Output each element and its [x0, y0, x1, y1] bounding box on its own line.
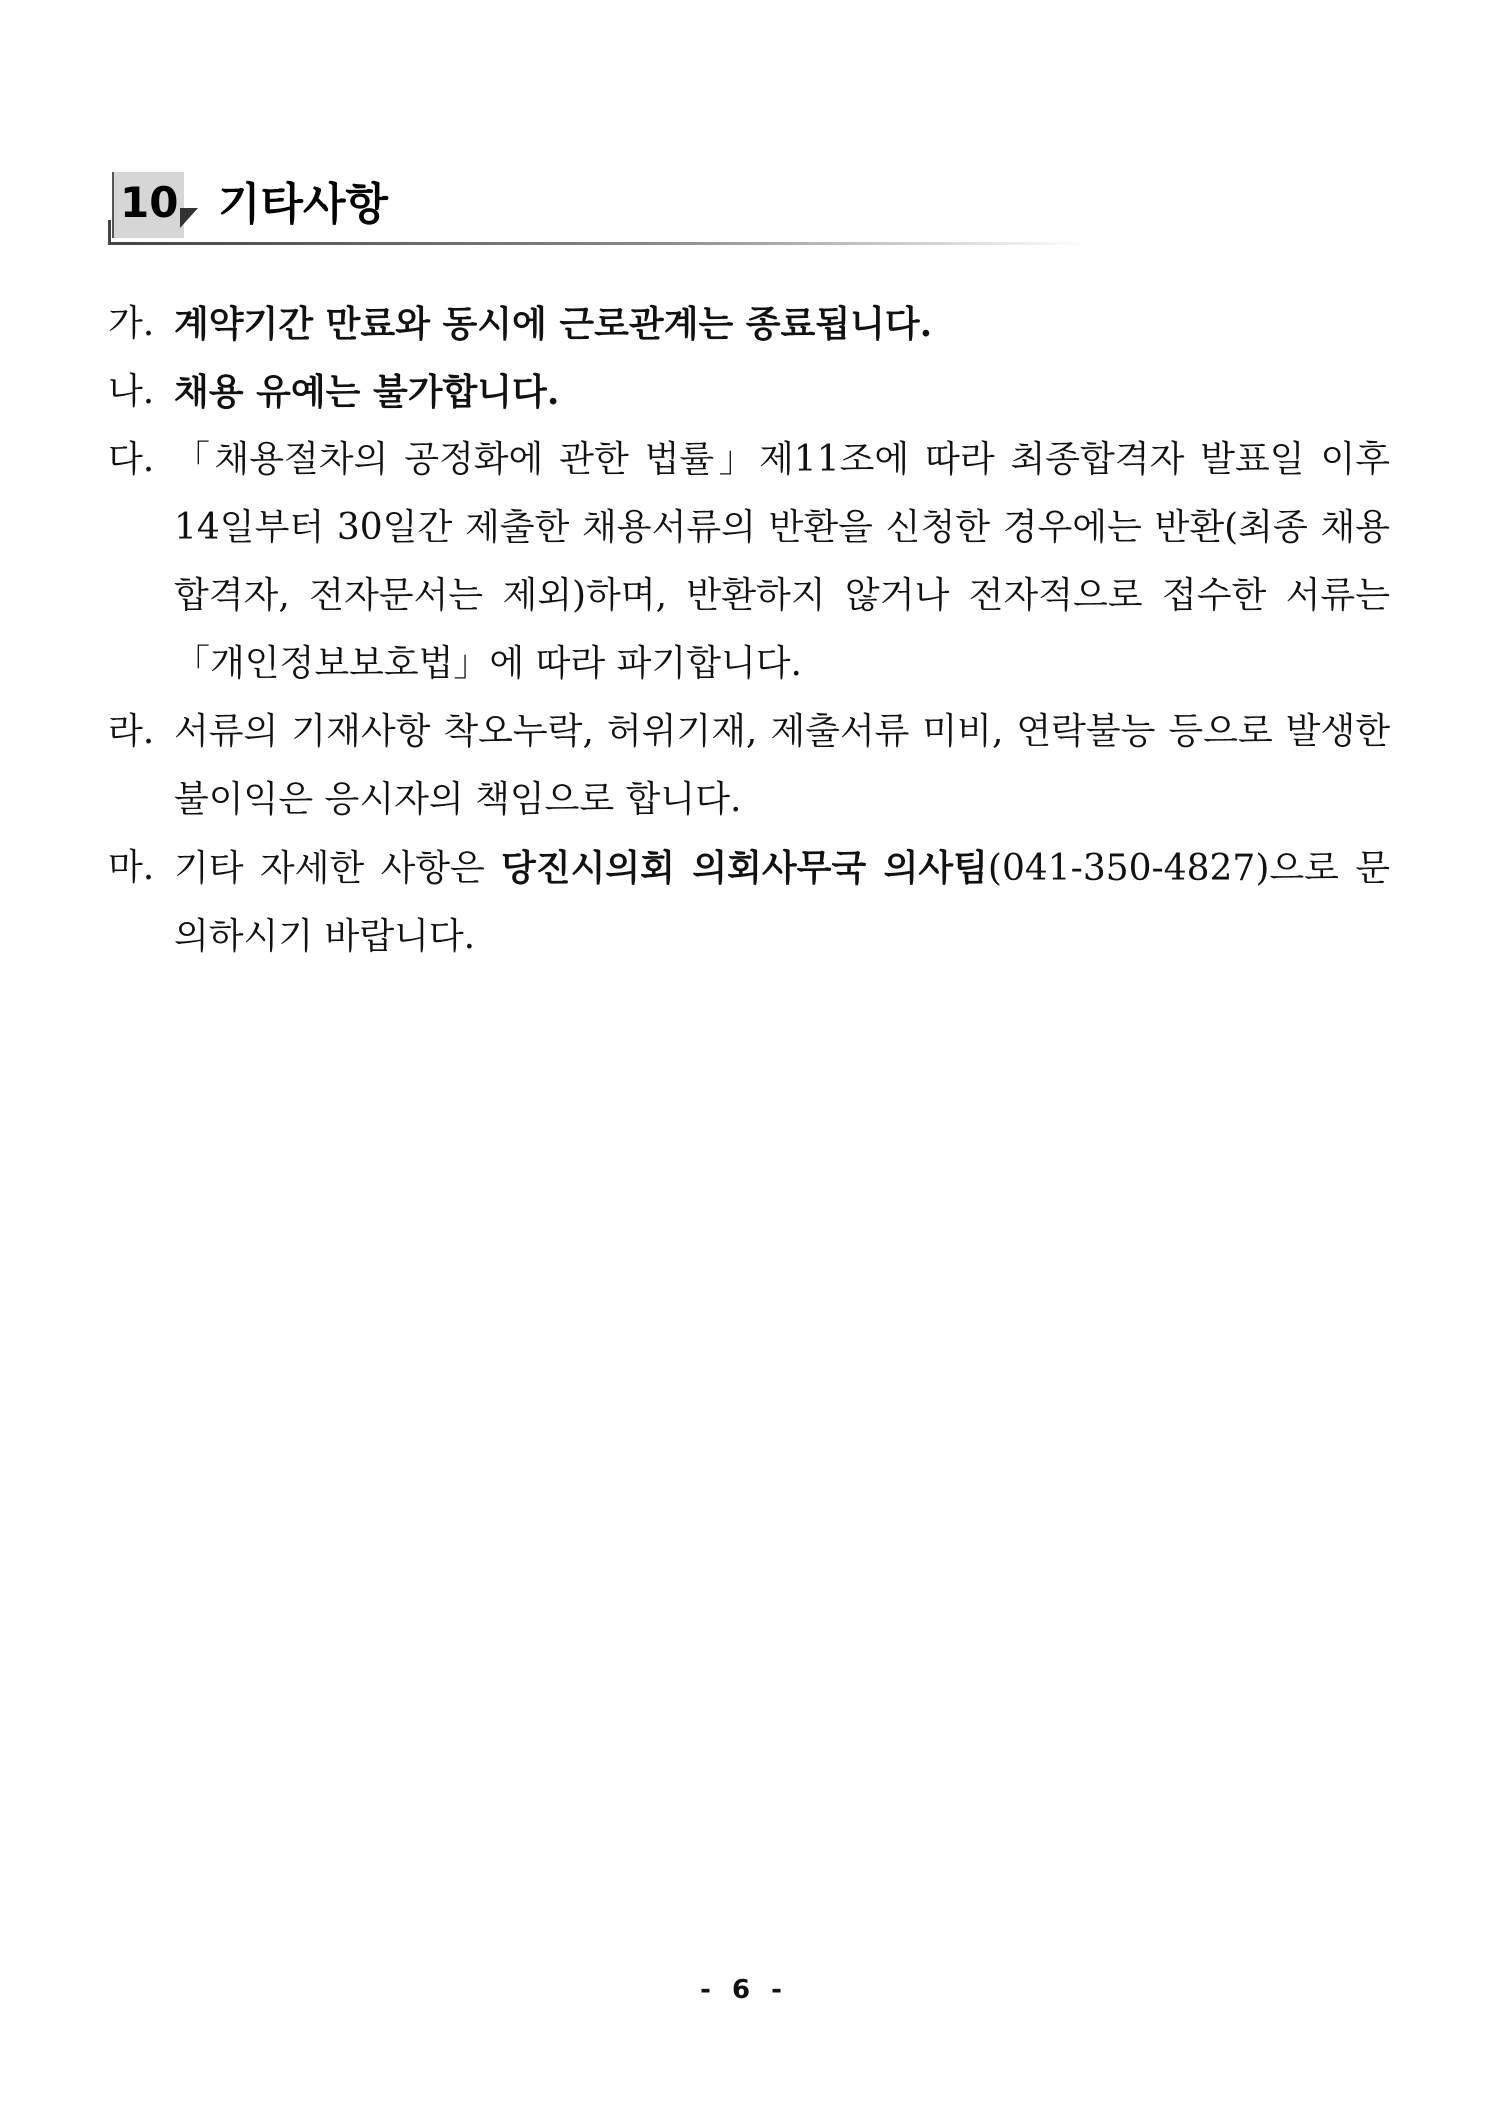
item-text: 계약기간 만료와 동시에 근로관계는 종료됩니다. [174, 303, 933, 345]
item-marker: 라. [108, 711, 155, 752]
list-item-ga [108, 290, 1390, 358]
item-text-before: 기타 자세한 사항은 [174, 848, 502, 889]
page-number: - 6 - [700, 1975, 788, 2005]
section-title: 기타사항 [218, 179, 389, 230]
item-text: 채용 유예는 불가합니다. [174, 371, 560, 413]
section-number: 10 [120, 178, 179, 227]
list-item-da [108, 426, 1390, 698]
item-list [108, 290, 1390, 971]
section-header [108, 170, 1088, 250]
list-item-na [108, 358, 1390, 426]
section-arrow-icon [180, 208, 198, 228]
item-marker: 마. [108, 847, 155, 888]
item-marker: 나. [108, 371, 155, 412]
item-text: 「채용절차의 공정화에 관한 법률」제11조에 따라 최종합격자 발표일 이후 14일부터 30일간 제출한 채용서류의 반환을 신청한 경우에는 반환(최종 채용 합격자, 전자문서는 제외)하며, 반환하지 않거나 전자적으로 접수한 서류는 「개인정보보호법」에 따라 파기합니다. [174, 439, 1390, 684]
section-rule [108, 242, 1088, 245]
item-text-after: (041-350-4827)으로 문의하시기 바랍니다. [174, 848, 1390, 957]
list-item-ma [108, 834, 1390, 971]
list-item-ra [108, 698, 1390, 834]
item-marker: 다. [108, 439, 155, 480]
item-text: 서류의 기재사항 착오누락, 허위기재, 제출서류 미비, 연락불능 등으로 발생한 불이익은 응시자의 책임으로 합니다. [174, 711, 1390, 820]
item-marker: 가. [108, 303, 155, 344]
item-text [174, 834, 1390, 971]
contact-department: 당진시의회 의회사무국 의사팀 [501, 847, 988, 889]
